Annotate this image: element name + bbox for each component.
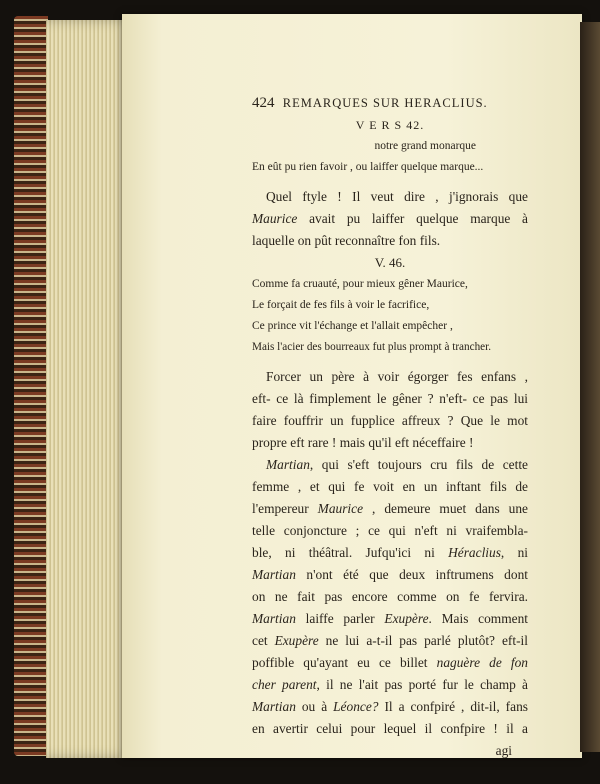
page-text bbox=[252, 92, 528, 762]
verse-line: En eût pu rien favoir , ou laiffer quelque marque... bbox=[252, 161, 484, 173]
paragraph-line: Martian n'ont été que deux inftrumens dont bbox=[252, 567, 528, 582]
paragraph-line: Martian laiffe parler Exupère. Mais comment bbox=[252, 611, 528, 626]
verse-line: Comme fa cruauté, pour mieux gêner Maurice, bbox=[252, 278, 468, 290]
verse-line: Mais l'acier des bourreaux fut plus prompt à trancher. bbox=[252, 341, 492, 353]
paragraph-line: l'empereur Maurice , demeure muet dans une bbox=[252, 501, 528, 516]
paragraph-line: cet Exupère ne lui a-t-il pas parlé plutôt? eft-il bbox=[252, 633, 528, 648]
paragraph-line: telle conjoncture ; ce qui n'eft ni vraifembla- bbox=[252, 523, 528, 538]
paragraph-line: Maurice avait pu laiffer quelque marque à bbox=[252, 211, 528, 226]
paragraph-line: on ne fait pas encore comme on fe fervira. bbox=[252, 589, 528, 604]
paragraph-line: femme , et qui fe voit en un inftant fils de bbox=[252, 479, 528, 494]
catchword: agi bbox=[495, 743, 512, 758]
verse-line: Le forçait de fes fils à voir le facrifice, bbox=[252, 299, 430, 311]
verse-line: Ce prince vit l'échange et l'allait empêcher , bbox=[252, 320, 453, 332]
running-header bbox=[252, 92, 528, 114]
page-edges bbox=[46, 20, 134, 758]
paragraph-line: eft- ce là fimplement le gêner ? n'eft- ce pas lui bbox=[252, 391, 528, 406]
section-heading-1: V E R S 42. bbox=[355, 118, 425, 132]
paragraph-line: propre eft rare ! mais qu'il eft néceffaire ! bbox=[252, 435, 474, 450]
paragraph-line: Martian, qui s'eft toujours cru fils de cette bbox=[266, 457, 528, 472]
book-spine bbox=[14, 16, 48, 756]
section-heading-2: V. 46. bbox=[374, 255, 406, 270]
paragraph-line: Martian ou à Léonce? Il a confpiré , dit-il, fans bbox=[252, 699, 528, 714]
paragraph-line: Quel ftyle ! Il veut dire , j'ignorais que bbox=[266, 189, 528, 204]
running-title: REMARQUES SUR HERACLIUS. bbox=[282, 96, 488, 110]
paragraph-line: faire fouffrir un fupplice affreux ? Que le mot bbox=[252, 413, 528, 428]
paragraph-line: laquelle on pût reconnaître fon fils. bbox=[252, 233, 441, 248]
paragraph-line: en avertir celui pour lequel il confpire ! il a bbox=[252, 721, 528, 736]
paragraph-line: ble, ni théâtral. Jufqu'ici ni Héraclius, ni bbox=[252, 545, 528, 560]
facing-page-edge bbox=[580, 22, 600, 752]
paragraph-line: poffible qu'ayant eu ce billet naguère de fon bbox=[252, 655, 529, 670]
italic-name: Maurice bbox=[252, 211, 298, 226]
verse-line: notre grand monarque bbox=[374, 140, 476, 152]
paragraph-line: Forcer un père à voir égorger fes enfans , bbox=[266, 369, 528, 384]
paragraph-line: cher parent, il ne l'ait pas porté fur le champ à bbox=[252, 677, 528, 692]
page-number: 424 bbox=[252, 95, 275, 111]
